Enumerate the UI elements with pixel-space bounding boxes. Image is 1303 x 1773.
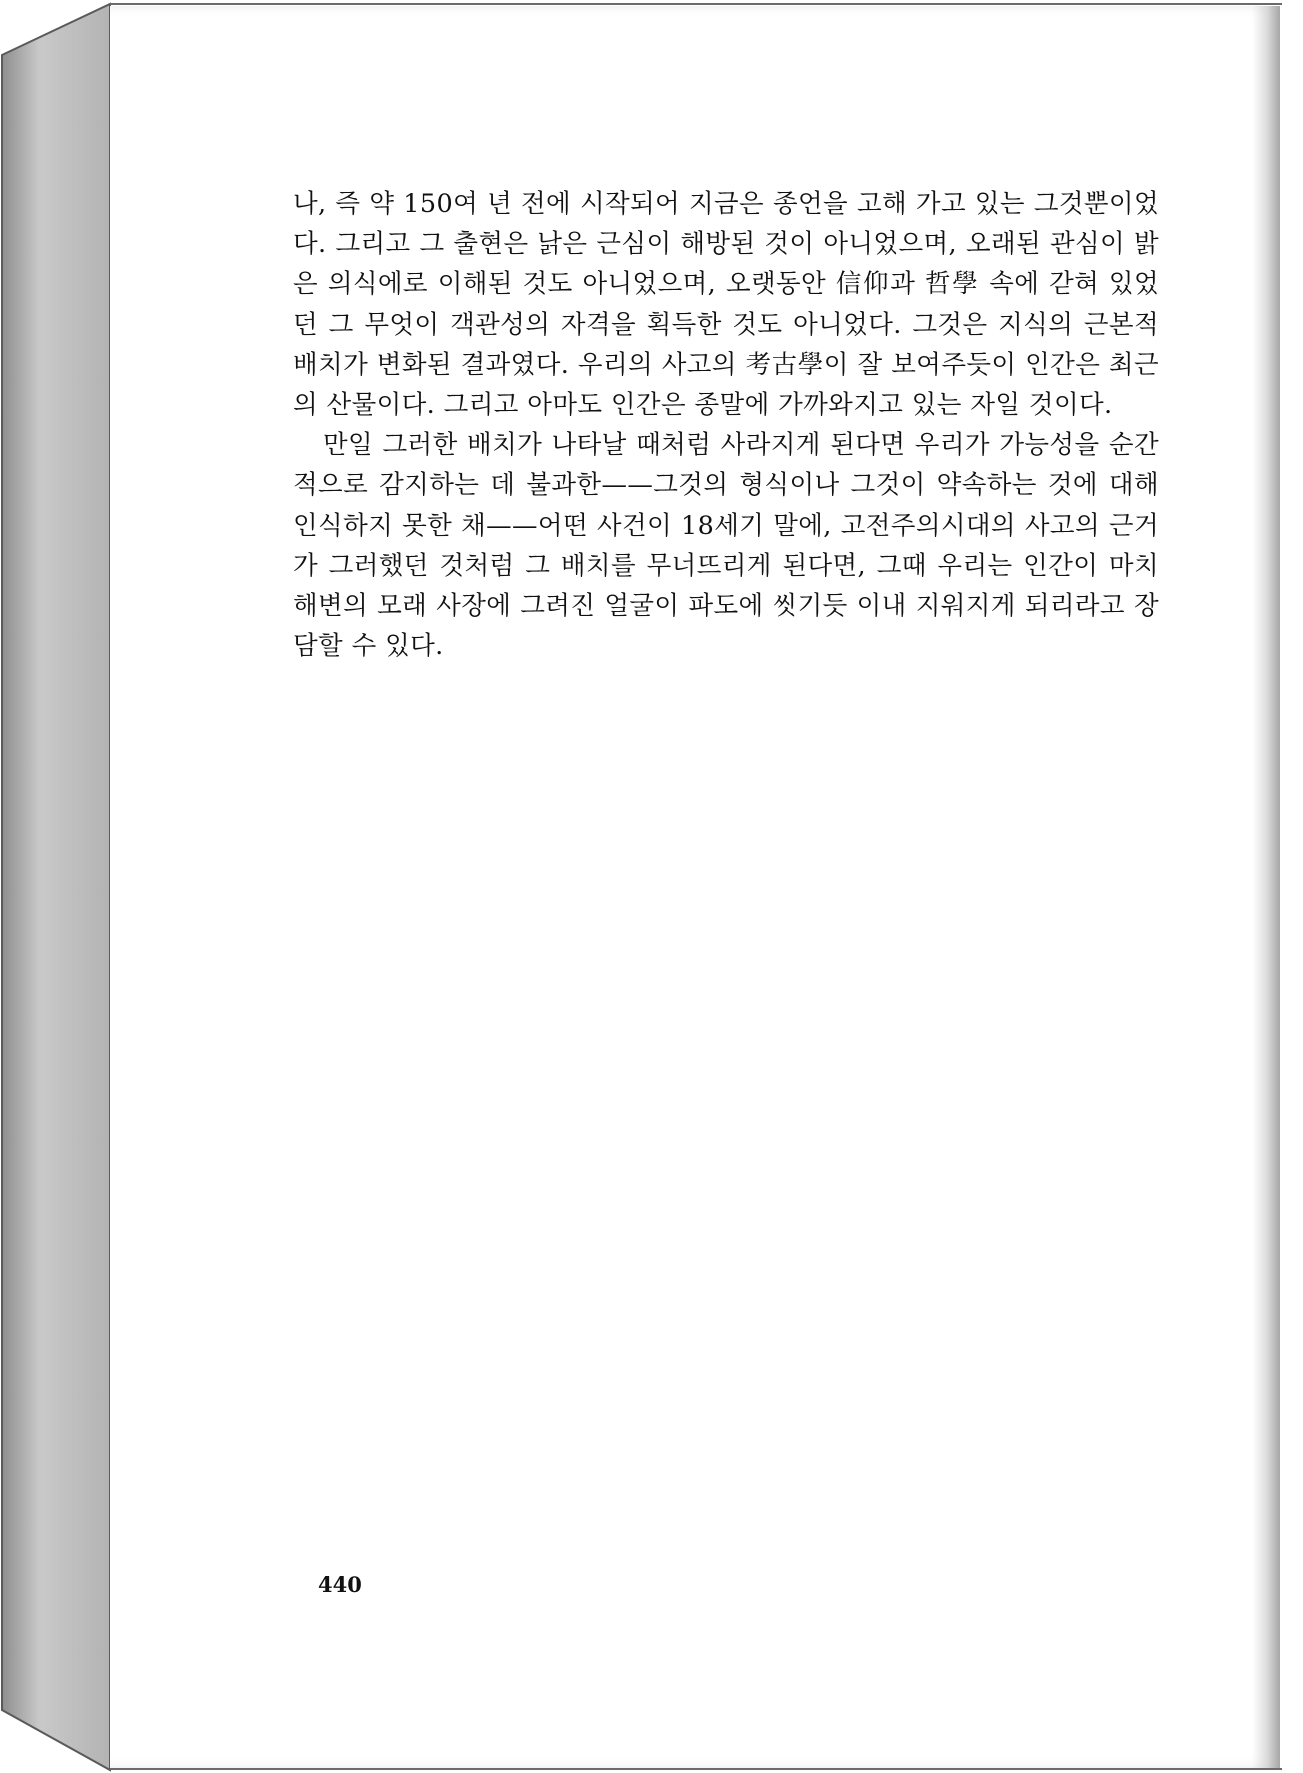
page-number: 440 bbox=[318, 1572, 362, 1597]
page-body-text bbox=[293, 184, 1159, 666]
paragraph-1: 나, 즉 약 150여 년 전에 시작되어 지금은 종언을 고해 가고 있는 그것뿐이었다. 그리고 그 출현은 낡은 근심이 해방된 것이 아니었으며, 오래된 관심이 밝은 의식에로 이해된 것도 아니었으며, 오랫동안 信仰과 哲學 속에 갇혀 있었던 그 무엇이 객관성의 자격을 획득한 것도 아니었다. 그것은 지식의 근본적 배치가 변화된 결과였다. 우리의 사고의 考古學이 잘 보여주듯이 인간은 최근의 산물이다. 그리고 아마도 인간은 종말에 가까와지고 있는 자일 것이다. bbox=[293, 189, 1159, 421]
page-edge-shadow bbox=[1252, 6, 1280, 1768]
paragraph-2: 만일 그러한 배치가 나타날 때처럼 사라지게 된다면 우리가 가능성을 순간적으로 감지하는 데 불과한——그것의 형식이나 그것이 약속하는 것에 대해 인식하지 못한 채——어떤 사건이 18세기 말에, 고전주의시대의 사고의 근거가 그러했던 것처럼 그 배치를 무너뜨리게 된다면, 그때 우리는 인간이 마치 해변의 모래 사장에 그려진 얼굴이 파도에 씻기듯 이내 지워지게 되리라고 장담할 수 있다. bbox=[293, 430, 1159, 662]
